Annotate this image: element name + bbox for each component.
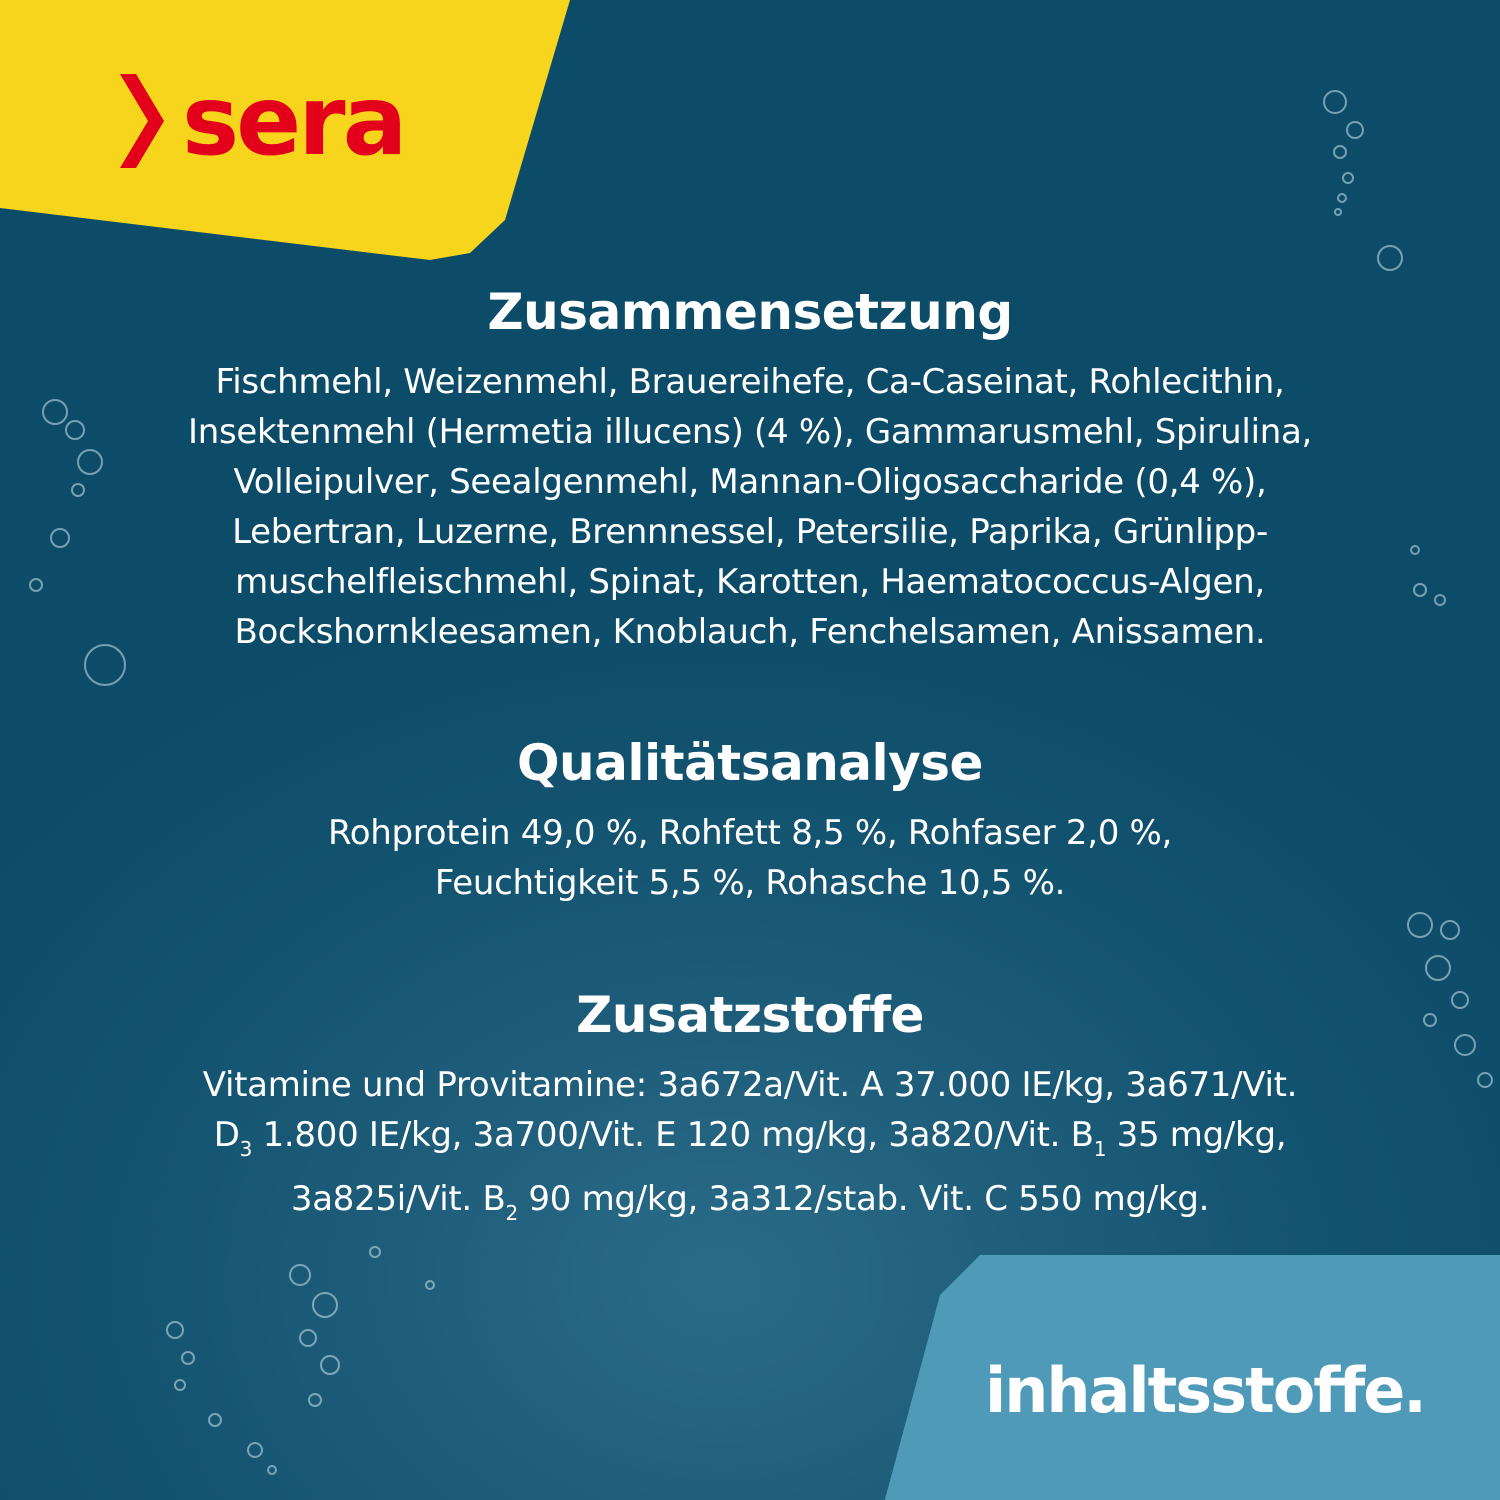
composition-line: Bockshornkleesamen, Knoblauch, Fenchelsamen, Anissamen. xyxy=(234,612,1266,652)
composition-line: Lebertran, Luzerne, Brennnessel, Petersilie, Paprika, Grünlipp- xyxy=(232,512,1268,552)
additives-text-part: 35 mg/kg, xyxy=(1106,1115,1287,1155)
subscript: 3 xyxy=(239,1137,253,1161)
composition-line: Volleipulver, Seealgenmehl, Mannan-Oligosaccharide (0,4 %), xyxy=(233,462,1267,502)
analysis-line: Rohprotein 49,0 %, Rohfett 8,5 %, Rohfaser 2,0 %, xyxy=(327,813,1173,853)
footer-label: inhaltsstoffe. xyxy=(985,1354,1425,1427)
additives-text-part: 1.800 IE/kg, 3a700/Vit. E 120 mg/kg, 3a820/Vit. B xyxy=(252,1115,1094,1155)
composition-title: Zusammensetzung xyxy=(487,283,1013,341)
composition-line: Fischmehl, Weizenmehl, Brauereihefe, Ca-Caseinat, Rohlecithin, xyxy=(215,362,1285,402)
logo-wordmark: sera xyxy=(182,65,405,177)
analysis-line: Feuchtigkeit 5,5 %, Rohasche 10,5 %. xyxy=(434,863,1066,903)
composition-line: Insektenmehl (Hermetia illucens) (4 %), Gammarusmehl, Spirulina, xyxy=(187,412,1313,452)
additives-text-part: 3a825i/Vit. B xyxy=(290,1179,506,1219)
additives-line: Vitamine und Provitamine: 3a672a/Vit. A 37.000 IE/kg, 3a671/Vit. xyxy=(202,1065,1298,1105)
additives-line xyxy=(0,1174,1500,1238)
quality-analysis-text xyxy=(0,808,1500,908)
additives-text-part: D xyxy=(213,1115,240,1155)
additives-text xyxy=(0,1060,1500,1238)
composition-line: muschelfleischmehl, Spinat, Karotten, Haematococcus-Algen, xyxy=(235,562,1265,602)
additives-text-part: 90 mg/kg, 3a312/stab. Vit. C 550 mg/kg. xyxy=(517,1179,1210,1219)
quality-analysis-title: Qualitätsanalyse xyxy=(517,734,983,792)
additives-title: Zusatzstoffe xyxy=(576,986,924,1044)
composition-text xyxy=(0,357,1500,657)
additives-line xyxy=(0,1110,1500,1174)
subscript: 1 xyxy=(1093,1137,1107,1161)
subscript: 2 xyxy=(505,1201,518,1225)
